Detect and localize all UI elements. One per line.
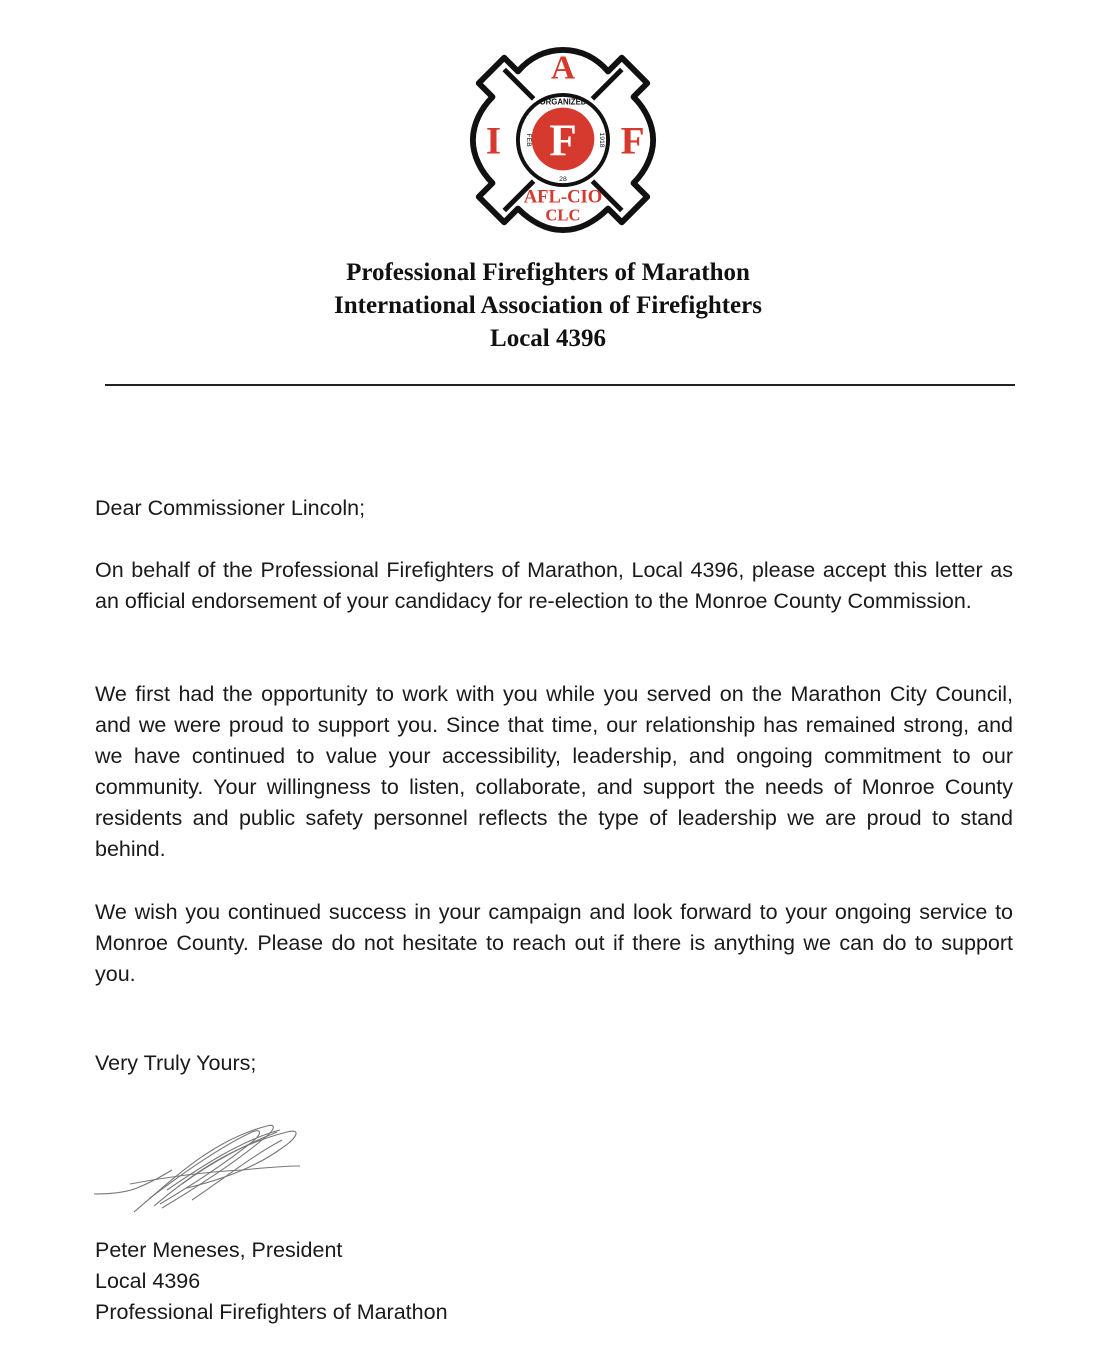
paragraph-relationship: We first had the opportunity to work with you while you served on the Marathon City Council, and we were proud to support you. Since that time, our relationship has remained strong, and we have continued to value your accessibility, leadership, and ongoing commitment to our community. Your willingness to listen, collaborate, and support the needs of Monroe County residents and public safety personnel reflects the type of leadership we are proud to stand behind.: [95, 682, 1013, 861]
signer-local: Local 4396: [95, 1269, 201, 1293]
letterhead: [0, 256, 1096, 355]
svg-text:AFL-CIO: AFL-CIO: [523, 186, 603, 208]
letterhead-divider: [105, 384, 1015, 386]
iaff-logo-icon: [465, 44, 661, 236]
svg-text:F: F: [549, 115, 577, 166]
svg-text:ORGANIZED: ORGANIZED: [539, 97, 587, 107]
letterhead-association: International Association of Firefighters: [334, 292, 762, 319]
signature-block: [95, 1235, 1013, 1328]
svg-text:1918: 1918: [598, 132, 606, 148]
closing: Very Truly Yours;: [95, 1051, 257, 1075]
svg-text:I: I: [485, 119, 502, 163]
svg-text:CLC: CLC: [545, 205, 581, 225]
handwritten-signature-icon: [92, 1110, 312, 1215]
letterhead-local: Local 4396: [490, 325, 606, 352]
svg-text:FEB: FEB: [524, 133, 532, 147]
svg-text:A: A: [550, 49, 576, 87]
signer-organization: Professional Firefighters of Marathon: [95, 1300, 448, 1324]
salutation: Dear Commissioner Lincoln;: [95, 496, 366, 520]
signer-name-title: Peter Meneses, President: [95, 1238, 343, 1262]
paragraph-closing-wishes: We wish you continued success in your campaign and look forward to your ongoing service to Monroe County. Please do not hesitate to reach out if there is anything we can do to support you.: [95, 900, 1013, 986]
svg-text:F: F: [620, 119, 645, 163]
svg-text:28: 28: [559, 176, 567, 184]
paragraph-endorsement: On behalf of the Professional Firefighters of Marathon, Local 4396, please accept this letter as an official endorsement of your candidacy for re-election to the Monroe County Commission.: [95, 558, 1013, 613]
letterhead-organization: Professional Firefighters of Marathon: [346, 259, 750, 286]
